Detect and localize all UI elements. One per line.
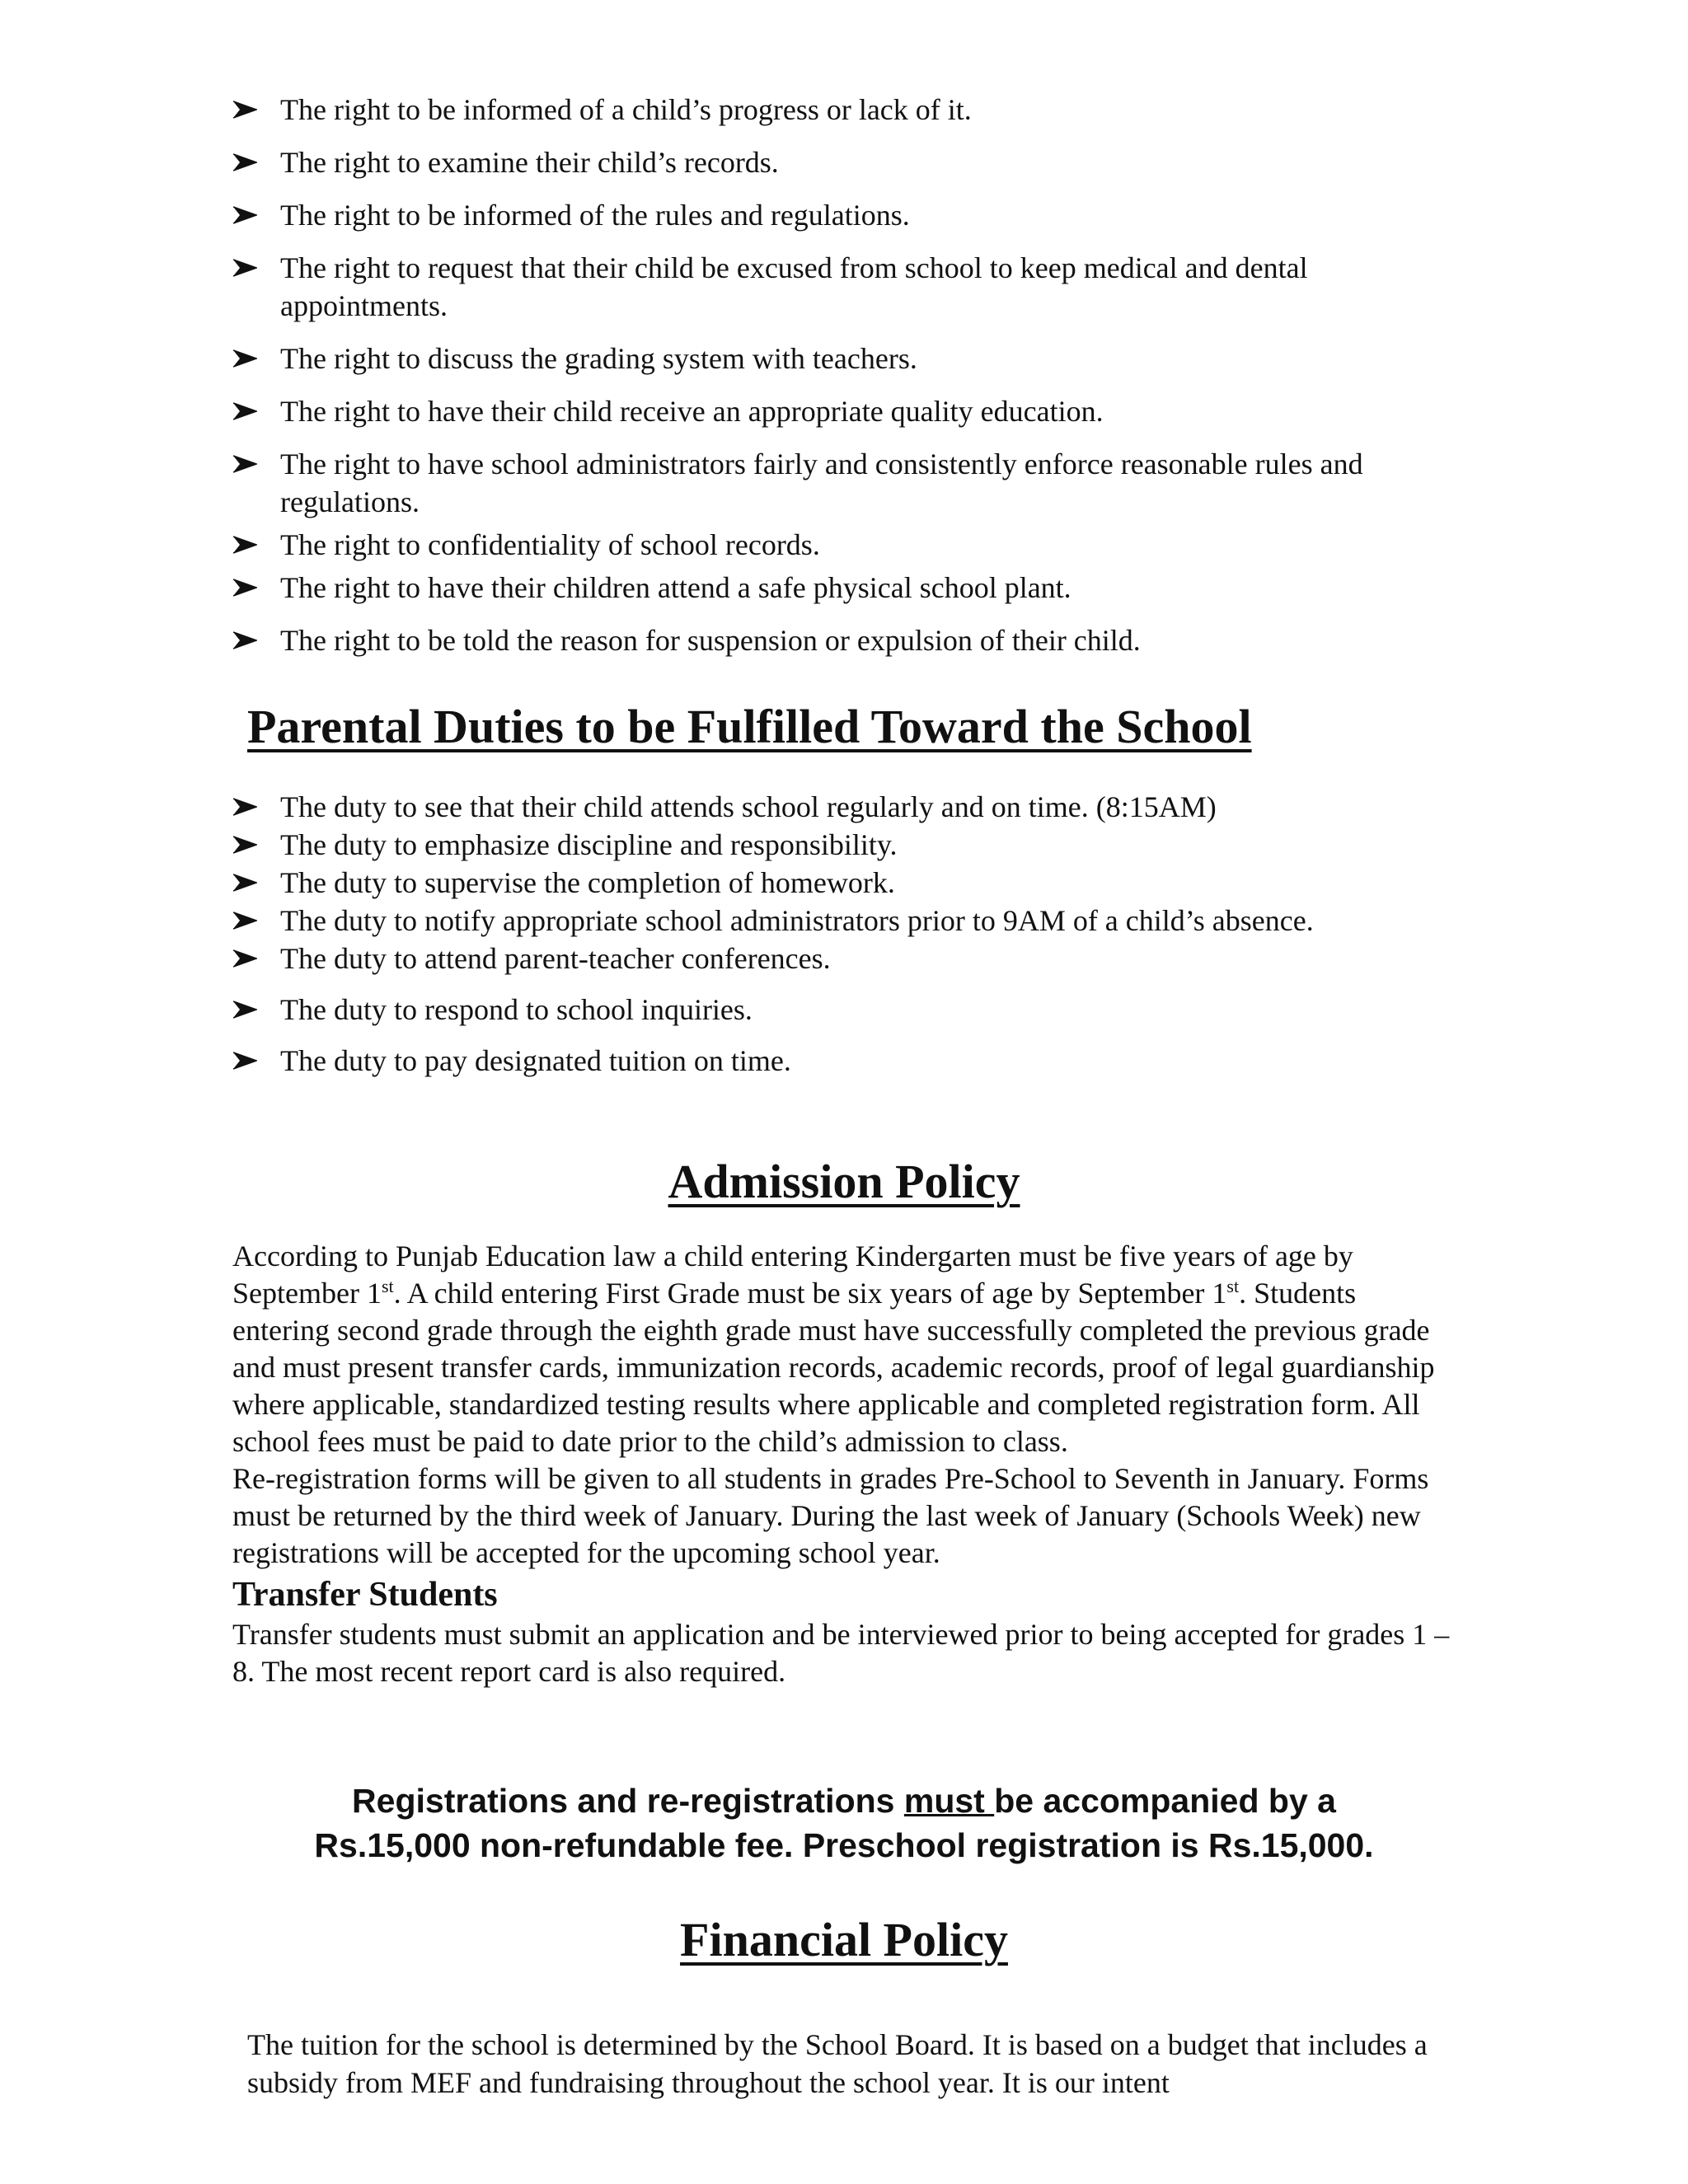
list-item [229,340,1449,377]
list-item [229,143,1449,181]
arrow-bullet-icon [229,196,262,234]
arrow-bullet-icon [229,569,262,607]
fee-emphasis: must [903,1782,995,1820]
admission-text: According to Punjab Education law a child entering Kindergarten must be five years of age by September 1 [232,1240,1353,1310]
admission-heading: Admission Policy [668,1155,1020,1208]
arrow-bullet-icon [229,249,262,287]
list-item [229,526,1449,564]
list-item-text: The right to examine their child’s records. [280,146,779,179]
registration-fee-notice [0,1779,1688,1868]
list-item-text: The right to have their child receive an appropriate quality education. [280,395,1104,428]
arrow-bullet-icon [229,91,262,129]
list-item-text: The right to confidentiality of school records. [280,528,820,561]
list-item-text: The right to be told the reason for suspension or expulsion of their child. [280,624,1141,657]
list-item [229,445,1449,521]
list-item-text: The duty to see that their child attends school regularly and on time. (8:15AM) [280,790,1217,823]
list-item-text: The duty to attend parent-teacher conferences. [280,942,831,975]
ordinal-suffix: st [1226,1276,1240,1296]
list-item-text: The right to have school administrators fairly and consistently enforce reasonable rules and regulations. [280,448,1363,518]
fee-notice-line-1 [0,1779,1688,1823]
arrow-bullet-icon [229,621,262,659]
list-item-text: The duty to supervise the completion of homework. [280,866,895,899]
arrow-bullet-icon [229,902,262,940]
list-item [229,902,1383,940]
list-item [229,392,1449,430]
arrow-bullet-icon [229,991,262,1029]
list-item-text: The duty to notify appropriate school administrators prior to 9AM of a child’s absence. [280,904,1314,937]
duties-heading: Parental Duties to be Fulfilled Toward the School [247,700,1252,753]
arrow-bullet-icon [229,392,262,430]
arrow-bullet-icon [229,940,262,977]
admission-paragraph-age [232,1238,1452,1460]
list-item [229,569,1449,607]
transfer-students-text: Transfer students must submit an application and be interviewed prior to being accepted for grades 1 – 8. The most recent report card is also required. [232,1618,1450,1688]
admission-text: . A child entering First Grade must be six years of age by September 1 [393,1277,1227,1310]
financial-text: The tuition for the school is determined by the School Board. It is based on a budget that includes a subsidy from MEF and fundraising throughout the school year. It is our intent [247,2028,1428,2099]
parental-rights-list [229,91,1449,674]
list-item-text: The right to request that their child be excused from school to keep medical and dental appointments. [280,251,1308,322]
list-item [229,1042,1383,1080]
list-item [229,196,1449,234]
arrow-bullet-icon [229,826,262,864]
ordinal-suffix: st [381,1276,394,1296]
arrow-bullet-icon [229,1042,262,1080]
arrow-bullet-icon [229,445,262,483]
transfer-students-heading: Transfer Students [232,1576,498,1614]
financial-heading: Financial Policy [680,1913,1008,1966]
list-item [229,249,1449,325]
arrow-bullet-icon [229,143,262,181]
list-item [229,826,1383,864]
list-item-text: The right to be informed of a child’s progress or lack of it. [280,93,972,126]
arrow-bullet-icon [229,864,262,902]
arrow-bullet-icon [229,788,262,826]
fee-text: be accompanied by a [994,1782,1336,1820]
list-item-text: The duty to pay designated tuition on time. [280,1044,791,1077]
list-item [229,991,1383,1029]
list-item [229,864,1383,902]
fee-text: Registrations and re-registrations [352,1782,904,1820]
list-item-text: The right to discuss the grading system with teachers. [280,342,917,375]
parental-duties-list [229,788,1383,1080]
arrow-bullet-icon [229,340,262,377]
admission-body [232,1238,1452,1690]
fee-notice-line-2: Rs.15,000 non-refundable fee. Preschool registration is Rs.15,000. [314,1826,1374,1864]
list-item-text: The right to have their children attend a safe physical school plant. [280,571,1071,604]
list-item-text: The duty to respond to school inquiries. [280,993,753,1026]
list-item-text: The duty to emphasize discipline and responsibility. [280,828,898,861]
list-item [229,91,1449,129]
admission-text: . Students entering second grade through the eighth grade must have successfully completed the previous grade and must present transfer cards, immunization records, academic records, proof of legal guardianship where applicable, standardized testing results where applicable and completed registration form. All school fees must be paid to date prior to the child’s admission to class. [232,1277,1435,1458]
arrow-bullet-icon [229,526,262,564]
list-item [229,788,1383,826]
list-item [229,940,1383,977]
list-item [229,621,1449,659]
admission-paragraph-reregistration: Re-registration forms will be given to all students in grades Pre-School to Seventh in January. Forms must be returned by the third week of January. During the last week of January (Schools Week) new registrations will be accepted for the upcoming school year. [232,1462,1429,1569]
list-item-text: The right to be informed of the rules and regulations. [280,199,910,232]
